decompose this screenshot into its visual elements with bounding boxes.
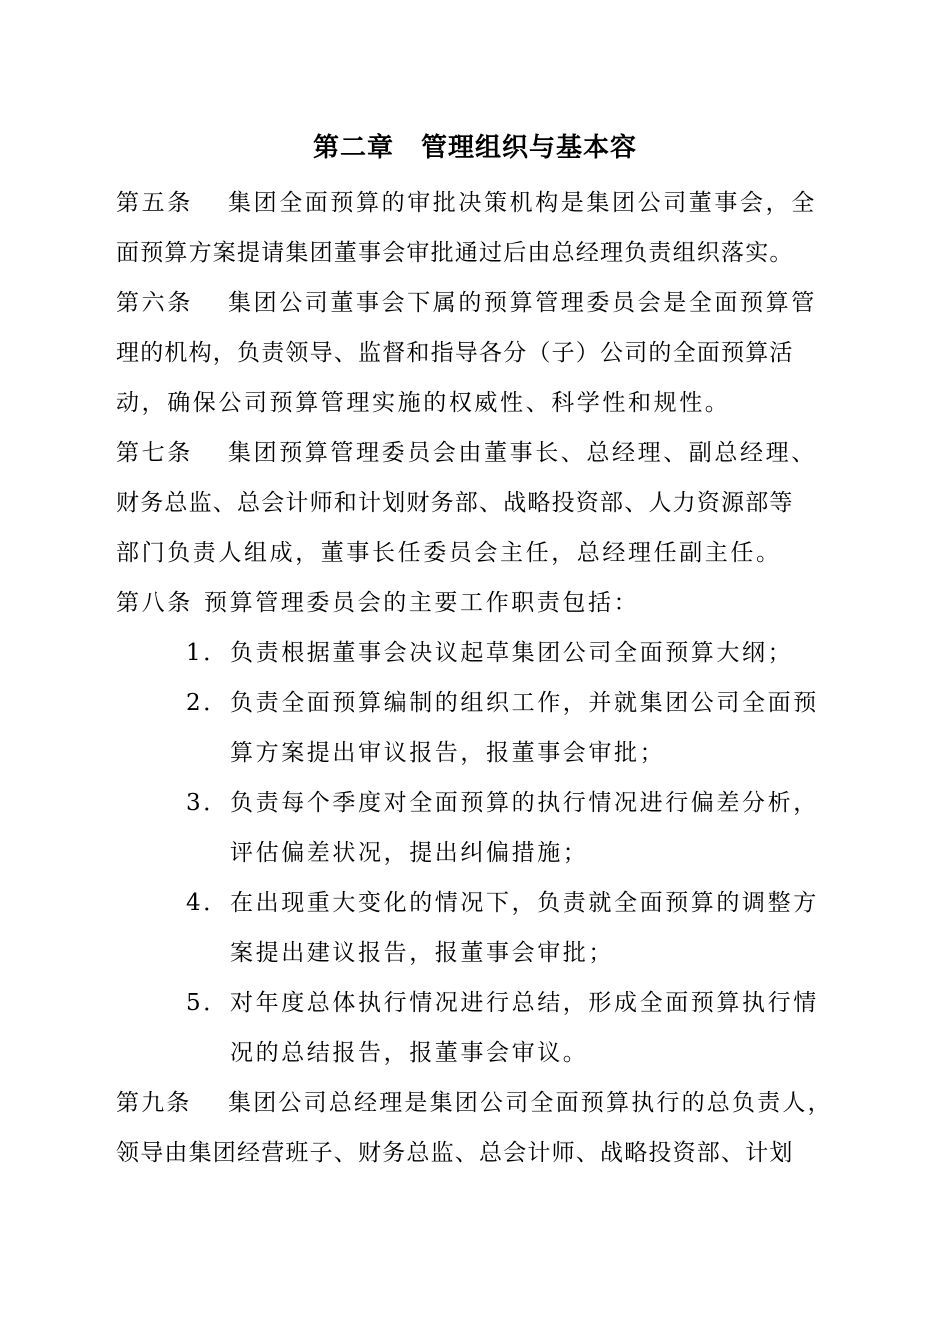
duty-5-text-1: 对年度总体执行情况进行总结，形成全面预算执行情 bbox=[230, 990, 819, 1016]
duty-3-text-2: 评估偏差状况，提出纠偏措施； bbox=[230, 840, 589, 866]
article-6-text-2: 理的机构，负责领导、监督和指导各分（子）公司的全面预算活 bbox=[116, 340, 794, 366]
duty-4-line-1 bbox=[186, 878, 819, 928]
duty-4-number: 4． bbox=[186, 890, 229, 916]
article-6-text-3: 动，确保公司预算管理实施的权威性、科学性和规性。 bbox=[116, 390, 731, 416]
article-5-label: 第五条 bbox=[116, 190, 193, 216]
duty-4-text-2: 案提出建议报告，报董事会审批； bbox=[230, 940, 614, 966]
article-7-text-2: 财务总监、总会计师和计划财务部、战略投资部、人力资源部等 bbox=[116, 490, 794, 516]
chapter-title: 第二章 管理组织与基本容 bbox=[312, 133, 637, 163]
duty-3-number: 3． bbox=[186, 790, 229, 816]
article-7-text-3: 部门负责人组成，董事长任委员会主任，总经理任副主任。 bbox=[116, 540, 782, 566]
article-9-label: 第九条 bbox=[116, 1090, 192, 1116]
duty-5-text-2: 况的总结报告，报董事会审议。 bbox=[230, 1040, 589, 1066]
duty-2-line-1 bbox=[186, 678, 819, 728]
article-7-text-1: 集团预算管理委员会由董事长、总经理、副总经理、 bbox=[228, 440, 817, 466]
article-8-line-1 bbox=[116, 578, 639, 628]
article-8-text-1: 预算管理委员会的主要工作职责包括： bbox=[204, 590, 640, 616]
duty-2-text-2: 算方案提出审议报告，报董事会审批； bbox=[230, 740, 666, 766]
article-8-label: 第八条 bbox=[116, 590, 193, 616]
article-6-line-1 bbox=[116, 278, 817, 328]
duty-1-number: 1． bbox=[186, 640, 229, 666]
article-9-text-1: 集团公司总经理是集团公司全面预算执行的总负责人， bbox=[228, 1090, 833, 1116]
article-7-label: 第七条 bbox=[116, 440, 193, 466]
article-5-line-1 bbox=[116, 178, 817, 228]
duty-1-line-1 bbox=[186, 628, 793, 678]
duty-5-number: 5． bbox=[186, 990, 229, 1016]
article-7-line-1 bbox=[116, 428, 817, 478]
article-5-text-2: 面预算方案提请集团董事会审批通过后由总经理负责组织落实。 bbox=[116, 240, 794, 266]
article-5-text-1: 集团全面预算的审批决策机构是集团公司董事会，全 bbox=[228, 190, 817, 216]
article-9-line-1 bbox=[116, 1078, 833, 1128]
duty-2-number: 2． bbox=[186, 690, 229, 716]
article-6-text-1: 集团公司董事会下属的预算管理委员会是全面预算管 bbox=[228, 290, 817, 316]
duty-1-text-1: 负责根据董事会决议起草集团公司全面预算大纲； bbox=[230, 640, 794, 666]
duty-3-line-1 bbox=[186, 778, 819, 828]
duty-5-line-1 bbox=[186, 978, 819, 1028]
duty-3-text-1: 负责每个季度对全面预算的执行情况进行偏差分析， bbox=[230, 790, 819, 816]
duty-2-text-1: 负责全面预算编制的组织工作，并就集团公司全面预 bbox=[230, 690, 819, 716]
duty-4-text-1: 在出现重大变化的情况下，负责就全面预算的调整方 bbox=[230, 890, 819, 916]
article-6-label: 第六条 bbox=[116, 290, 193, 316]
article-9-text-2: 领导由集团经营班子、财务总监、总会计师、战略投资部、计划 bbox=[116, 1140, 794, 1166]
